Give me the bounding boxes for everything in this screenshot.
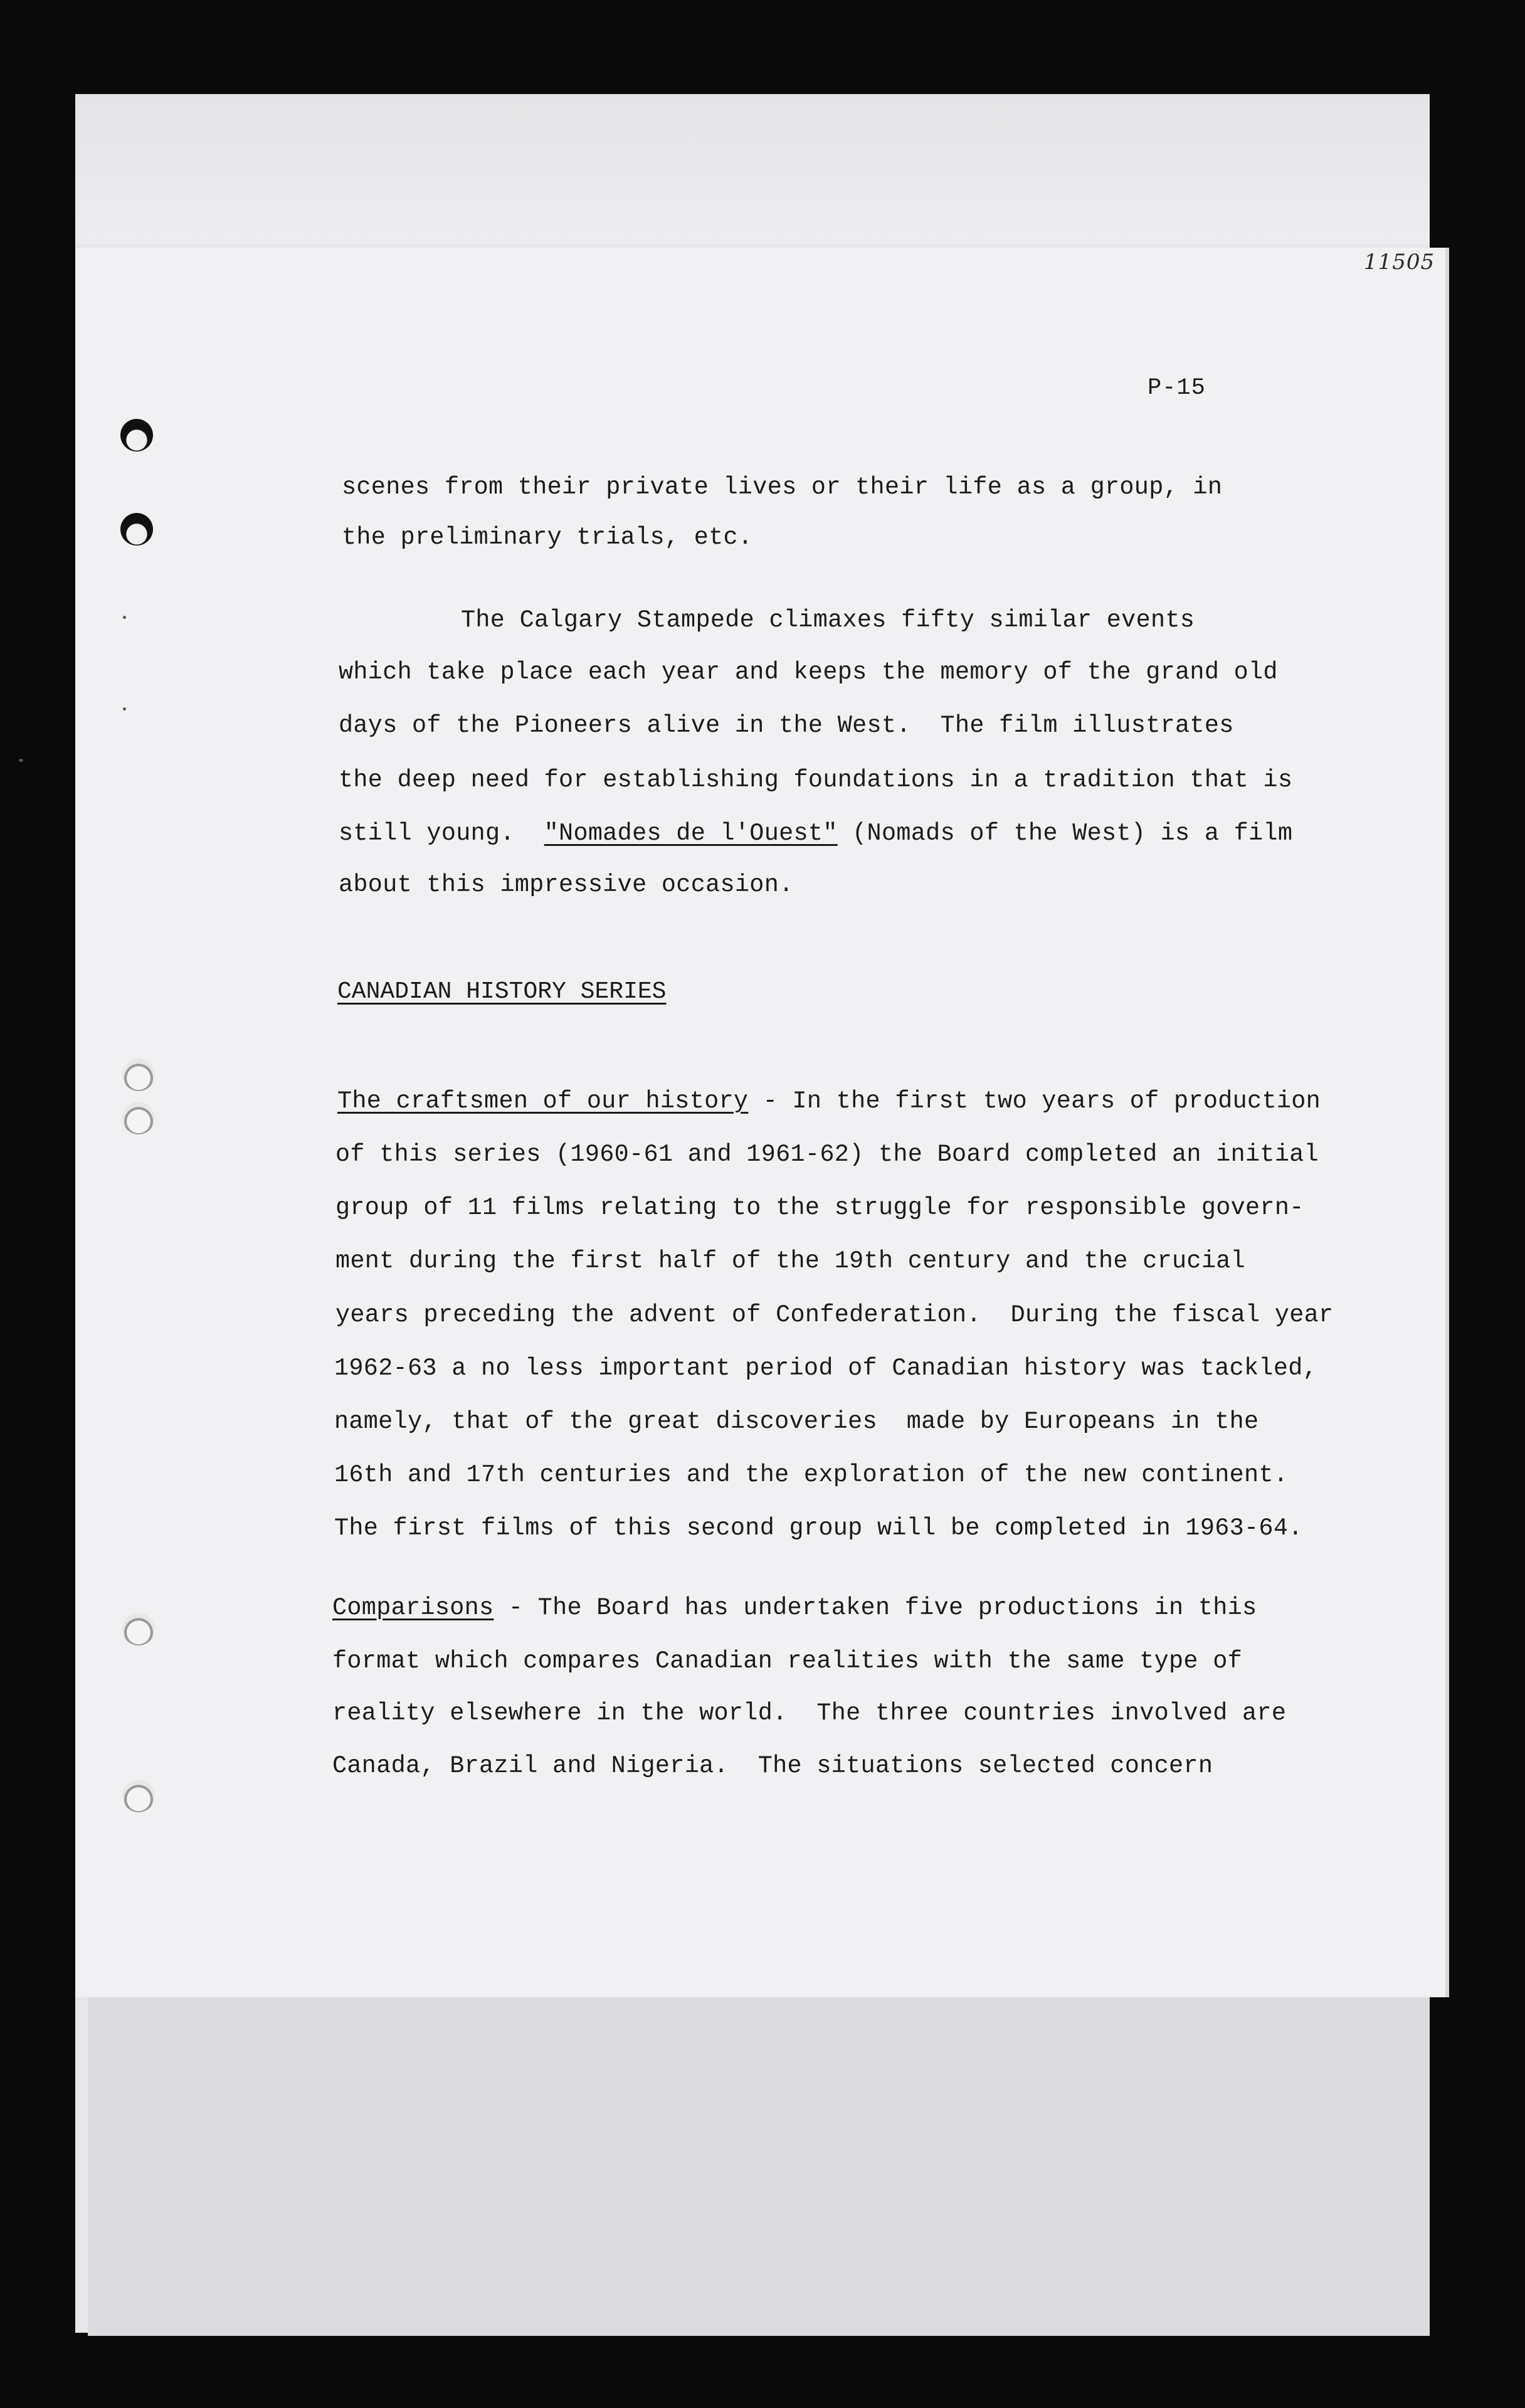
paragraph-line: of this series (1960-61 and 1961-62) the Board completed an initial <box>335 1141 1319 1168</box>
paragraph-line: The Calgary Stampede climaxes fifty similar events <box>461 606 1195 634</box>
dust-speck <box>123 616 126 619</box>
line-text: still young. <box>339 820 544 847</box>
paragraph-line: format which compares Canadian realities with the same type of <box>332 1647 1243 1675</box>
subsection-title: Comparisons <box>332 1594 494 1622</box>
line-text: - The Board has undertaken five productions in this <box>493 1594 1257 1622</box>
backing-sheet-top <box>75 94 1430 245</box>
paragraph-line: Canada, Brazil and Nigeria. The situations selected concern <box>332 1752 1213 1780</box>
dust-speck <box>123 707 126 710</box>
punch-hole-icon <box>120 513 153 546</box>
paragraph-line: The first films of this second group will be completed in 1963-64. <box>334 1514 1303 1542</box>
punch-hole-icon <box>122 1613 155 1645</box>
paragraph-line: which take place each year and keeps the memory of the grand old <box>339 658 1278 686</box>
punch-hole-icon <box>122 1102 155 1134</box>
paragraph-line: group of 11 films relating to the struggle for responsible govern- <box>335 1194 1304 1222</box>
punch-hole-icon <box>122 1780 155 1812</box>
section-heading: CANADIAN HISTORY SERIES <box>337 978 667 1005</box>
paragraph-line <box>339 821 1292 846</box>
page-number: P-15 <box>1148 375 1206 401</box>
archive-stamp-number: 11505 <box>1364 250 1435 275</box>
paragraph-line <box>337 1089 1321 1114</box>
paragraph-line: reality elsewhere in the world. The three countries involved are <box>332 1699 1287 1727</box>
subsection-title: The craftsmen of our history <box>337 1087 749 1115</box>
film-title: "Nomades de l'Ouest" <box>544 820 838 847</box>
backing-sheet-bottom <box>88 1997 1430 2336</box>
line-text: (Nomads of the West) is a film <box>837 820 1293 847</box>
paragraph-line: 16th and 17th centuries and the exploration of the new continent. <box>334 1461 1289 1489</box>
dust-speck <box>19 759 23 762</box>
paragraph-line: 1962-63 a no less important period of Canadian history was tackled, <box>334 1354 1318 1382</box>
paragraph-line: years preceding the advent of Confederation. During the fiscal year <box>335 1301 1334 1329</box>
paragraph-line: the deep need for establishing foundations in a tradition that is <box>339 766 1293 794</box>
paragraph-line: scenes from their private lives or their life as a group, in <box>342 473 1223 501</box>
paragraph-line: ment during the first half of the 19th century and the crucial <box>335 1247 1246 1275</box>
punch-hole-icon <box>120 419 153 452</box>
paragraph-line <box>332 1596 1257 1620</box>
paragraph-line: namely, that of the great discoveries made by Europeans in the <box>334 1408 1259 1435</box>
paragraph-line: about this impressive occasion. <box>339 871 794 899</box>
document-page <box>75 248 1445 1997</box>
line-text: - In the first two years of production <box>748 1087 1321 1115</box>
paragraph-line: the preliminary trials, etc. <box>342 524 753 551</box>
punch-hole-icon <box>122 1059 155 1091</box>
paragraph-line: days of the Pioneers alive in the West. The film illustrates <box>339 712 1234 739</box>
